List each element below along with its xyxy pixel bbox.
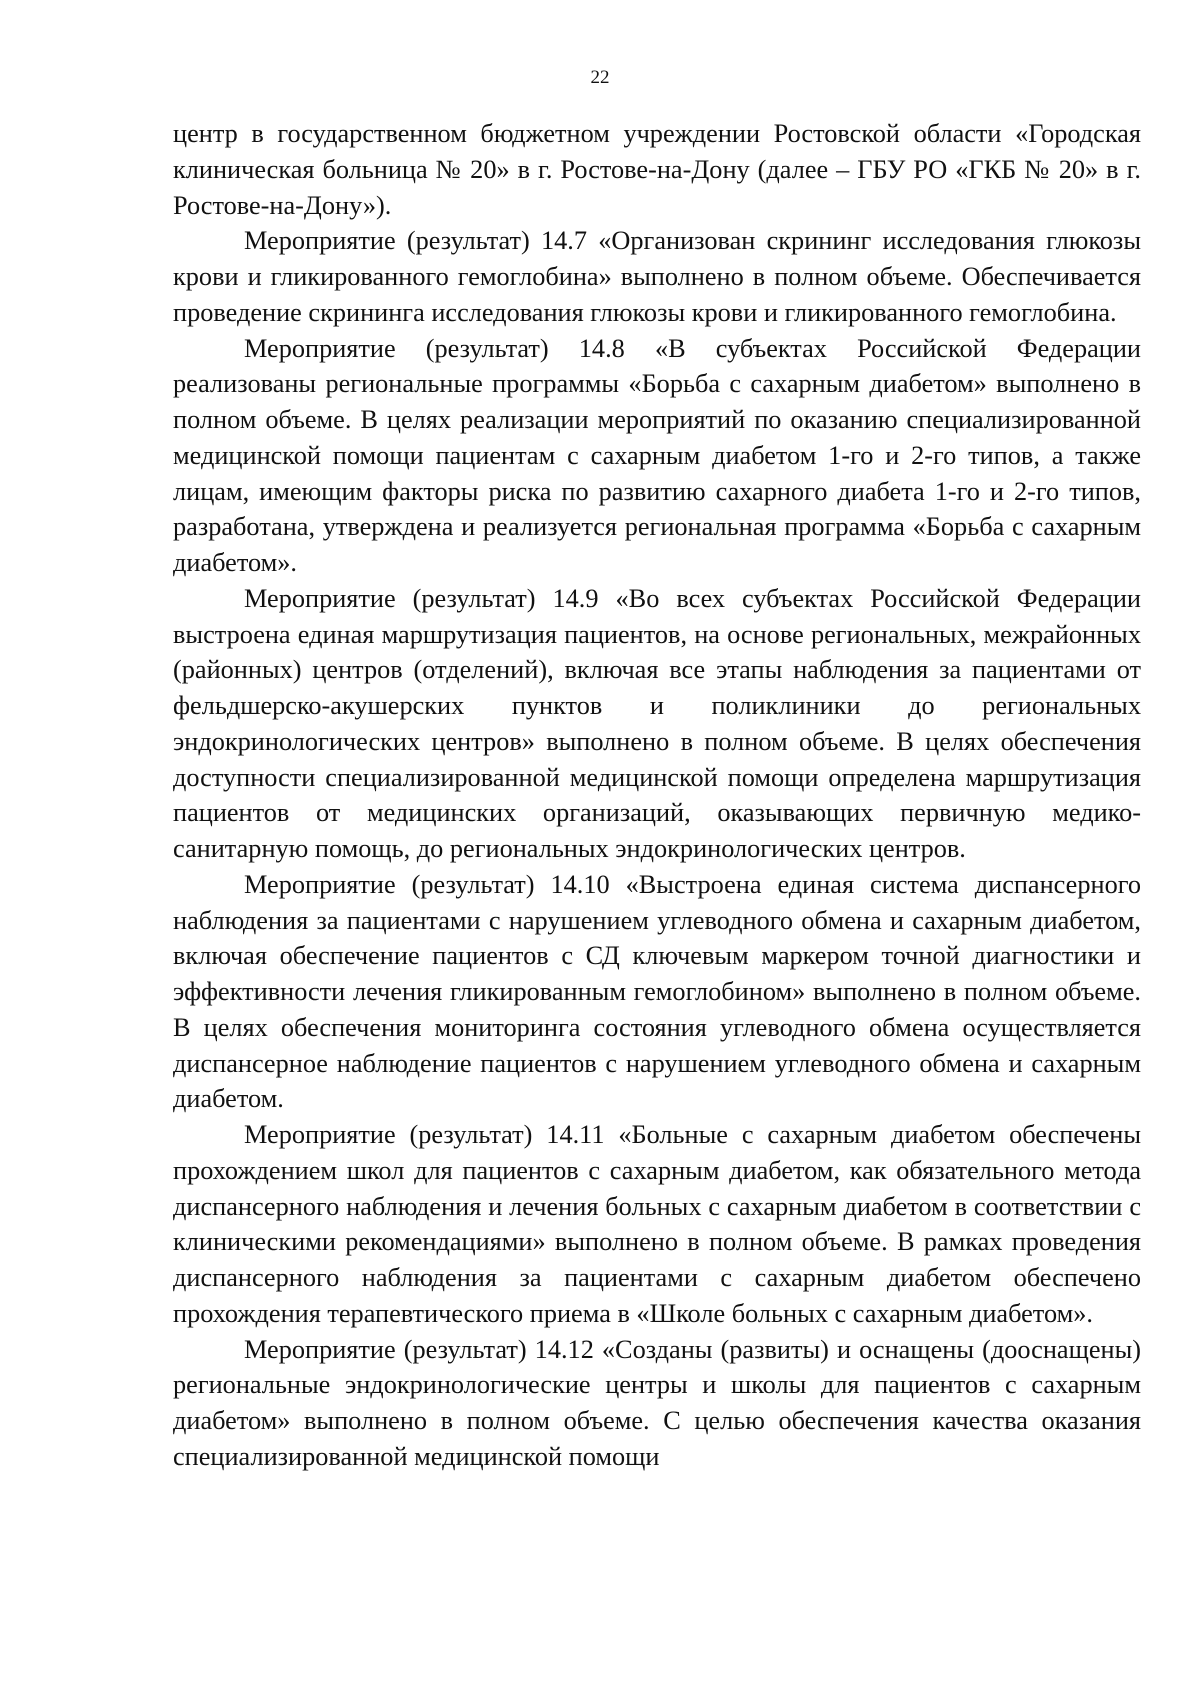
paragraph-7: Мероприятие (результат) 14.12 «Созданы (развиты) и оснащены (дооснащены) региональные эндокринологические центры и школы для пациентов с сахарным диабетом» выполнено в полном объеме. С целью обеспечения качества оказания специализированной медицинской помощи bbox=[173, 1334, 1141, 1471]
paragraph-4: Мероприятие (результат) 14.9 «Во всех субъектах Российской Федерации выстроена единая маршрутизация пациентов, на основе региональных, межрайонных (районных) центров (отделений), включая все этапы наблюдения за пациентами от фельдшерско-акушерских пунктов и поликлиники до региональных эндокринологических центров» выполнено в полном объеме. В целях обеспечения доступности специализированной медицинской помощи определена маршрутизация пациентов от медицинских организаций, оказывающих первичную медико-санитарную помощь, до региональных эндокринологических центров. bbox=[173, 583, 1141, 863]
paragraph-6: Мероприятие (результат) 14.11 «Больные с сахарным диабетом обеспечены прохождением школ для пациентов с сахарным диабетом, как обязательного метода диспансерного наблюдения и лечения больных с сахарным диабетом в соответствии с клиническими рекомендациями» выполнено в полном объеме. В рамках проведения диспансерного наблюдения за пациентами с сахарным диабетом обеспечено прохождения терапевтического приема в «Школе больных с сахарным диабетом». bbox=[173, 1120, 1141, 1328]
body-text bbox=[173, 116, 1141, 1475]
paragraph-3: Мероприятие (результат) 14.8 «В субъектах Российской Федерации реализованы региональные программы «Борьба с сахарным диабетом» выполнено в полном объеме. В целях реализации мероприятий по оказанию специализированной медицинской помощи пациентам с сахарным диабетом 1-го и 2-го типов, а также лицам, имеющим факторы риска по развитию сахарного диабета 1-го и 2-го типов, разработана, утверждена и реализуется региональная программа «Борьба с сахарным диабетом». bbox=[173, 333, 1141, 577]
paragraph-1: центр в государственном бюджетном учреждении Ростовской области «Городская клиническая больница № 20» в г. Ростове-на-Дону (далее – ГБУ РО «ГКБ № 20» в г. Ростове-на-Дону»). bbox=[173, 119, 1141, 220]
paragraph-2: Мероприятие (результат) 14.7 «Организован скрининг исследования глюкозы крови и гликированного гемоглобина» выполнено в полном объеме. Обеспечивается проведение скрининга исследования глюкозы крови и гликированного гемоглобина. bbox=[173, 226, 1141, 327]
page-number: 22 bbox=[590, 67, 610, 88]
paragraph-5: Мероприятие (результат) 14.10 «Выстроена единая система диспансерного наблюдения за пациентами с нарушением углеводного обмена и сахарным диабетом, включая обеспечение пациентов с СД ключевым маркером точной диагностики и эффективности лечения гликированным гемоглобином» выполнено в полном объеме. В целях обеспечения мониторинга состояния углеводного обмена осуществляется диспансерное наблюдение пациентов с нарушением углеводного обмена и сахарным диабетом. bbox=[173, 869, 1141, 1114]
